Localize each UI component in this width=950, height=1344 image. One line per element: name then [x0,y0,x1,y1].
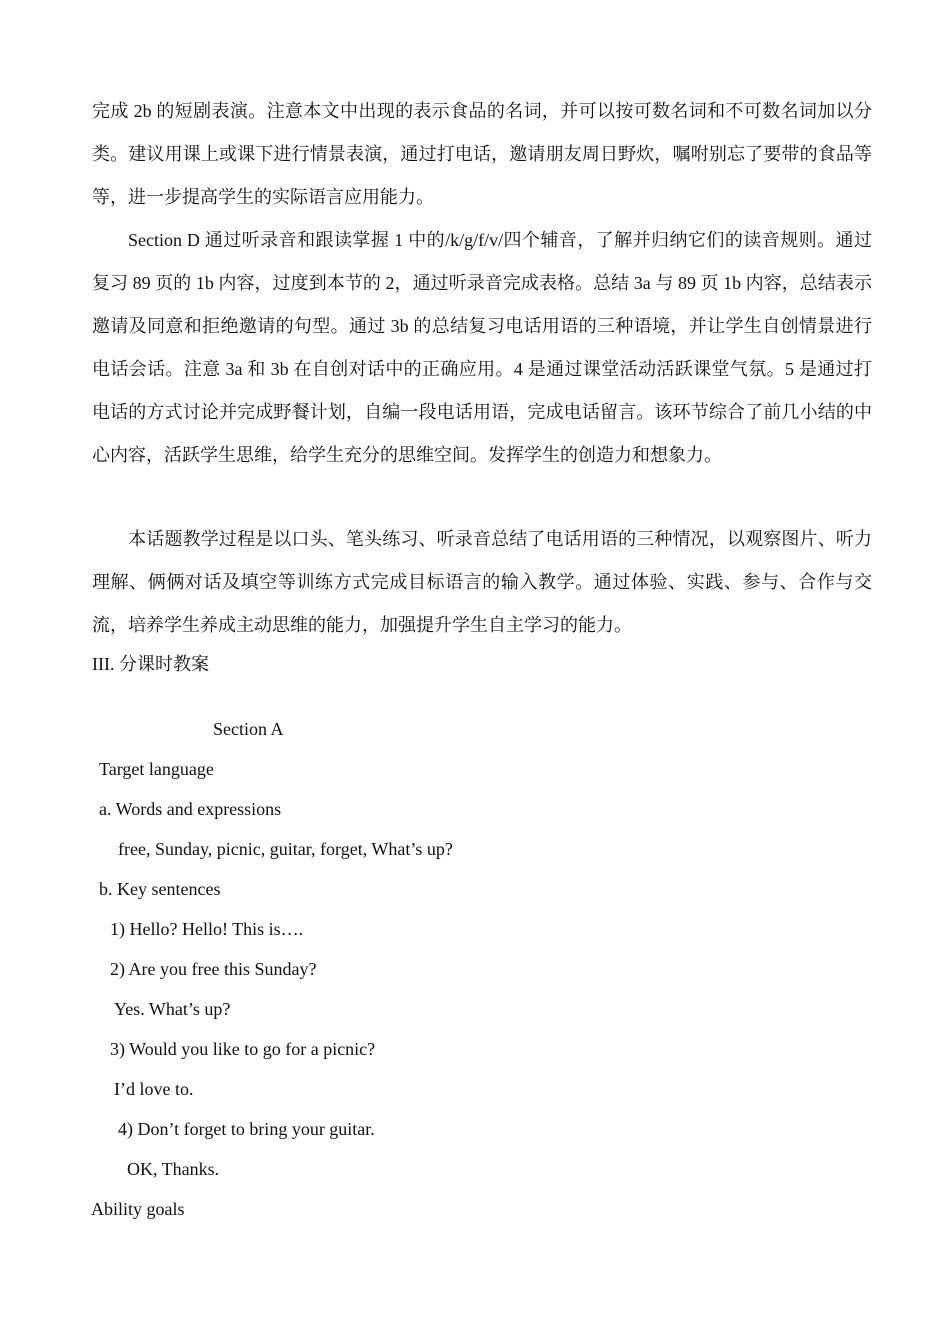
sentences-heading: b. Key sentences [99,879,221,899]
key-sentence: OK, Thanks. [127,1159,220,1179]
ability-goals-heading: Ability goals [91,1199,185,1219]
paragraph-section-d [92,219,872,477]
target-language-heading: Target language [99,759,214,779]
paragraph-topic-summary-text: 本话题教学过程是以口头、笔头练习、听录音总结了电话用语的三种情况，以观察图片、听力理解、俩俩对话及填空等训练方式完成目标语言的输入教学。通过体验、实践、参与、合作与交流，培养学生养成主动思维的能力，加强提升学生自主学习的能力。 [92,529,872,635]
words-heading: a. Words and expressions [99,799,282,819]
key-sentence: 4) Don’t forget to bring your guitar. [118,1119,375,1139]
paragraph-2b-skit: 完成 2b 的短剧表演。注意本文中出现的表示食品的名词，并可以按可数名词和不可数名词加以分类。建议用课上或课下进行情景表演，通过打电话，邀请朋友周日野炊，嘱咐别忘了要带的食品等等，进一步提高学生的实际语言应用能力。 [92,101,872,207]
paragraph-section-d-text: Section D 通过听录音和跟读掌握 1 中的/k/g/f/v/四个辅音，了解并归纳它们的读音规则。通过复习 89 页的 1b 内容，过度到本节的 2，通过听录音完成表格。总结 3a 与 89 页 1b 内容，总结表示邀请及同意和拒绝邀请的句型。通过 3b 的总结复习电话用语的三种语境，并让学生自创情景进行电话会话。注意 3a 和 3b 在自创对话中的正确应用。4 是通过课堂活动活跃课堂气氛。5 是通过打电话的方式讨论并完成野餐计划，自编一段电话用语，完成电话留言。该环节综合了前几小结的中心内容，活跃学生思维，给学生充分的思维空间。发挥学生的创造力和想象力。 [92,230,872,465]
key-sentence: 1) Hello? Hello! This is…. [110,919,304,939]
key-sentence: I’d love to. [114,1079,194,1099]
section-heading: III. 分课时教案 [92,654,209,674]
key-sentence: 3) Would you like to go for a picnic? [110,1039,376,1059]
words-list: free, Sunday, picnic, guitar, forget, What’s up? [118,839,453,859]
paragraph-topic-summary [92,518,872,647]
section-title: Section A [213,719,284,739]
key-sentence: Yes. What’s up? [114,999,231,1019]
key-sentence: 2) Are you free this Sunday? [110,959,317,979]
